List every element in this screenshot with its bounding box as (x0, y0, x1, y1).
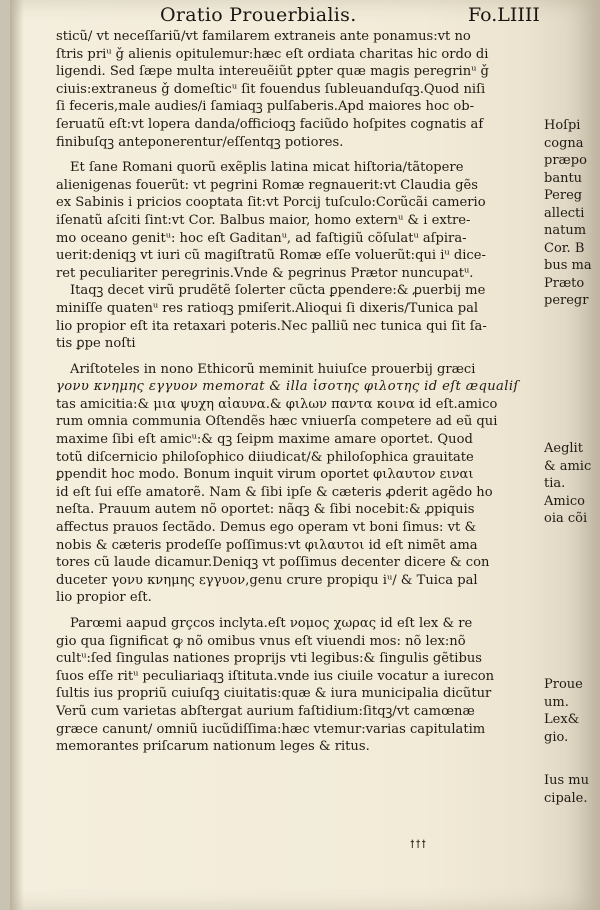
text-line: ret peculiariter peregrinis.Vnde & pegrinus Prætor nuncupatᵘ. (56, 265, 474, 281)
paragraph-3 (56, 361, 554, 607)
text-line: totũ diſcernicio philoſophico diiudicat/& philoſophica grauitate (56, 449, 474, 465)
paragraph-gap (56, 151, 554, 159)
margin-line: Pereg (544, 188, 583, 203)
text-line: uerit:deniqꝫ vt iuri cũ magiſtratũ Romæ eſſe voluerũt:qui iᵘ dice- (56, 248, 486, 264)
margin-line: Lex& (544, 712, 580, 727)
paragraph-gap (56, 353, 554, 361)
margin-note-ius-municipale (544, 772, 600, 807)
margin-line: Ius mu (544, 773, 590, 788)
text-line: Verũ cum varietas abſtergat aurium faſtidium:ſitqꝫ/vt camœnæ (56, 703, 475, 719)
margin-line: & amic (544, 458, 592, 474)
text-line: ꝑpendit hoc modo. Bonum inquit virum oportet φιλαυτον ειναι (56, 467, 474, 483)
margin-line: Hoſpi (544, 118, 581, 133)
book-page (10, 0, 600, 910)
paragraph-2 (56, 159, 554, 353)
text-line: lio propior eſt ita retaxari poteris.Nec palliũ nec tunica qui ſit ſa- (56, 318, 487, 334)
text-line: Et ſane Romani quorũ exẽplis latina micat hiſtoria/tãtopere (70, 160, 464, 176)
text-line: cultᵘ:ſed ſingulas nationes proprijs vti legibus:& ſingulis gẽtibus (56, 651, 483, 667)
text-line: rum omnia communia Oſtendẽs hæc vniuerſa competere ad eũ qui (56, 414, 498, 430)
text-line: tis ꝑpe noſti (56, 336, 136, 352)
margin-line: bus ma (544, 258, 592, 273)
text-line: ſultis ius propriũ cuiuſqꝫ ciuitatis:quæ & iura municipalia dicũtur (56, 686, 492, 702)
paragraph-gap (56, 607, 554, 615)
margin-line: præpo (544, 153, 587, 168)
text-line: alienigenas fouerũt: vt pegrini Romæ regnauerit:vt Claudia gẽs (56, 177, 479, 193)
folio-number: Fo.LIIII (468, 4, 540, 26)
catchword-mark: ꝉꝉꝉ (410, 838, 428, 851)
margin-line: allecti (544, 205, 585, 221)
margin-line: peregr (544, 293, 589, 308)
paragraph-4 (56, 615, 554, 756)
margin-note-aequalitas (544, 440, 600, 528)
text-line: iſenatũ aſciti ſint:vt Cor. Balbus maior, homo externᵘ & i extre- (56, 212, 471, 228)
text-line: ciuis:extraneus ǧ domeſticᵘ ſit fouendus ſubleuanduſqꝫ.Quod niſi (56, 81, 486, 97)
text-line: Ariſtoteles in nono Ethicorũ meminit huiuſce prouerbij græci (70, 361, 476, 377)
text-line: mo oceano genitᵘ: hoc eſt Gaditanᵘ, ad faſtigiũ cõſulatᵘ aſpira- (56, 230, 467, 246)
paragraph-1 (56, 28, 554, 151)
text-line: id eſt ſui eſſe amatorẽ. Nam & ſibi ipſe & cæteris ꝓderit agẽdo ho (56, 484, 493, 500)
margin-line: Proue (544, 677, 583, 692)
text-line: affectus prauos ſectãdo. Demus ego operam vt boni ſimus: vt & (56, 520, 477, 536)
margin-line: cogna (544, 135, 584, 151)
text-line: tas amicitia:& μια ψυχη αἰαυνα.& φιλων παντα κοινα id eſt.amico (56, 396, 498, 412)
margin-note-proverbium (544, 676, 600, 746)
text-line: finibuſqꝫ anteponerentur/eſſentqꝫ potiores. (56, 134, 344, 150)
text-line: maxime ſibi eſt amicᵘ:& qꝫ ſeipm maxime amare oportet. Quod (56, 432, 473, 448)
text-line: ex Sabinis i pricios cooptata ſit:vt Porcij tuſculo:Corũcãi camerio (56, 195, 486, 211)
text-line: Parœmi aapud grçcos inclyta.eſt νομος χωρας id eſt lex & re (70, 616, 473, 631)
text-line: ſuos eſſe ritᵘ peculiariaqꝫ iſtituta.vnde ius ciuile vocatur a iurecon (56, 668, 495, 684)
margin-line: tia. (544, 476, 566, 491)
text-line: duceter γονυ κνημης εγγυον,genu crure propiqu iᵘ/ & Tuica pal (56, 572, 478, 588)
margin-line: natum (544, 223, 587, 238)
main-text-block (56, 28, 554, 756)
margin-line: Amico (544, 493, 585, 509)
text-line: ligendi. Sed ſæpe multa intereuẽiũt ꝑpter quæ magis peregrinᵘ ǧ (56, 64, 489, 80)
text-line: sticũ/ vt neceſſariũ/vt familarem extraneis ante ponamus:vt no (56, 29, 471, 44)
margin-line: Præto (544, 275, 585, 291)
text-line: neſta. Prauum autem nõ oportet: nãqꝫ & ſibi nocebit:& ꝓpiquis (56, 502, 475, 518)
text-line: ſtris priᵘ ǧ alienis opitulemur:hæc eſt ordiata charitas hic ordo di (56, 46, 489, 62)
text-line: nobis & cæteris prodeſſe poſſimus:vt φιλαυτοι id eſt nimẽt ama (56, 537, 478, 553)
gutter-shadow (10, 0, 24, 910)
text-line: memorantes priſcarum nationum leges & ritus. (56, 739, 370, 755)
running-head: Oratio Prouerbialis. (160, 4, 357, 26)
text-line: miniſſe quatenᵘ res ratioqꝫ pmiſerit.Alioqui ſi dixeris/Tunica pal (56, 300, 479, 316)
text-line: tores cũ laude dicamur.Deniqꝫ vt poſſimus decenter dicere & con (56, 555, 490, 571)
margin-note-hospites (544, 117, 600, 310)
text-line: lio propior eſt. (56, 590, 152, 606)
text-line: ſeruatũ eſt:vt lopera danda/officioqꝫ faciũdo hoſpites cognatis af (56, 116, 484, 132)
margin-line: oia cõi (544, 511, 588, 526)
margin-line: Cor. B (544, 240, 585, 256)
margin-line: Aeglit (544, 441, 583, 456)
text-line: græce canunt/ omniũ iucũdiſſima:hæc vtemur:varias capitulatim (56, 721, 486, 737)
text-line: gio qua ſignificat ꝙ nõ omibus vnus eſt viuendi mos: nõ lex:nõ (56, 633, 466, 649)
text-line: γονυ κνημης εγγυον memorat & illa ἰσοτης φιλοτης id eſt æqualiſ (56, 379, 519, 395)
text-line: Itaqꝫ decet virũ prudẽtẽ ſolerter cũcta ꝑpendere:& ꝓuerbij me (70, 283, 486, 299)
text-line: ſi feceris,male audies/i ſamiaqꝫ pulſaberis.Apd maiores hoc ob- (56, 99, 475, 115)
margin-line: gio. (544, 729, 569, 745)
margin-line: cipale. (544, 790, 588, 806)
margin-line: um. (544, 694, 569, 710)
margin-line: bantu (544, 170, 583, 186)
